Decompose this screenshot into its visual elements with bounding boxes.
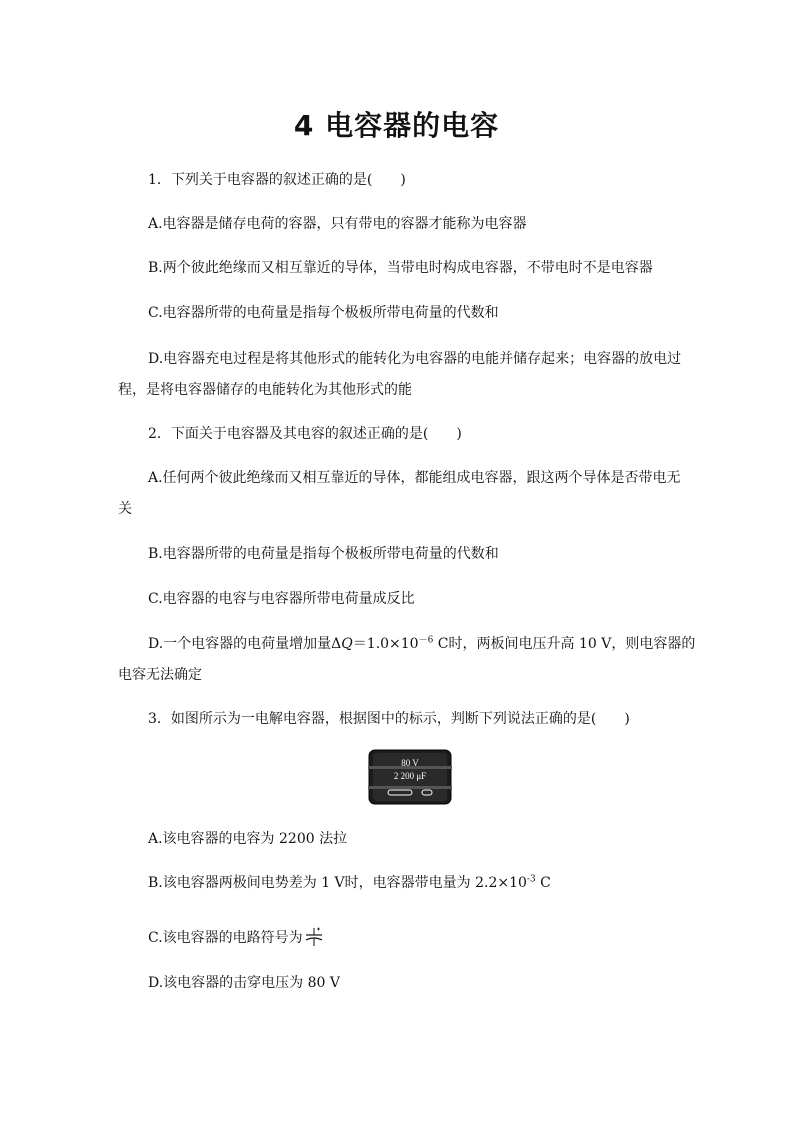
q3-option-b (148, 873, 675, 893)
q2-option-a-line1: A.任何两个彼此绝缘而又相互靠近的导体，都能组成电容器，跟这两个导体是否带电无 (148, 470, 681, 486)
q1-option-d-line1: D.电容器充电过程是将其他形式的能转化为电容器的电能并储存起来；电容器的放电过 (148, 351, 682, 367)
q3-c-text: C.该电容器的电路符号为 (148, 930, 303, 946)
q2-d-mid: ＝1.0×10 (352, 636, 419, 652)
q2-stem: 2．下面关于电容器及其电容的叙述正确的是( ) (148, 426, 462, 442)
q3-b-post: C (535, 875, 551, 891)
capacitor-symbol-icon (305, 927, 323, 947)
q2-option-a-line2: 关 (118, 501, 132, 517)
q3-b-pre: B.该电容器两极间电势差为 1 V时，电容器带电量为 2.2×10 (148, 875, 527, 891)
q2-option-b: B.电容器所带的电荷量是指每个极板所带电荷量的代数和 (148, 546, 499, 562)
q3-option-a: A.该电容器的电容为 2200 法拉 (148, 831, 348, 847)
q1-stem: 1．下列关于电容器的叙述正确的是( ) (148, 172, 406, 188)
capacitor-capacitance-label: 2 200 μF (393, 771, 427, 781)
q2-d-exponent: －6 (418, 635, 434, 646)
q2-d-post: C时，两板间电压升高 10 V，则电容器的 (433, 636, 696, 652)
q1-option-b: B.两个彼此绝缘而又相互靠近的导体，当带电时构成电容器，不带电时不是电容器 (148, 260, 653, 276)
q1-option-d-line2: 程，是将电容器储存的电能转化为其他形式的能 (118, 382, 412, 398)
q2-option-d-line1 (148, 634, 696, 654)
q3-b-exponent: -3 (526, 874, 536, 885)
q3-stem: 3．如图所示为一电解电容器，根据图中的标示，判断下列说法正确的是( ) (148, 711, 630, 727)
electrolytic-capacitor-figure (368, 748, 452, 806)
q2-option-c: C.电容器的电容与电容器所带电荷量成反比 (148, 591, 415, 607)
q3-option-c (148, 927, 675, 948)
q2-d-q-symbol: Q (341, 636, 353, 652)
q2-d-pre: D.一个电容器的电荷量增加量Δ (148, 636, 342, 652)
capacitor-voltage-label: 80 V (401, 758, 419, 768)
q2-option-d-line2: 电容无法确定 (118, 667, 202, 683)
q3-option-d: D.该电容器的击穿电压为 80 V (148, 975, 341, 991)
page-title: 4 电容器的电容 (293, 109, 500, 142)
q1-option-a: A.电容器是储存电荷的容器，只有带电的容器才能称为电容器 (148, 216, 527, 232)
q1-option-c: C.电容器所带的电荷量是指每个极板所带电荷量的代数和 (148, 305, 499, 321)
